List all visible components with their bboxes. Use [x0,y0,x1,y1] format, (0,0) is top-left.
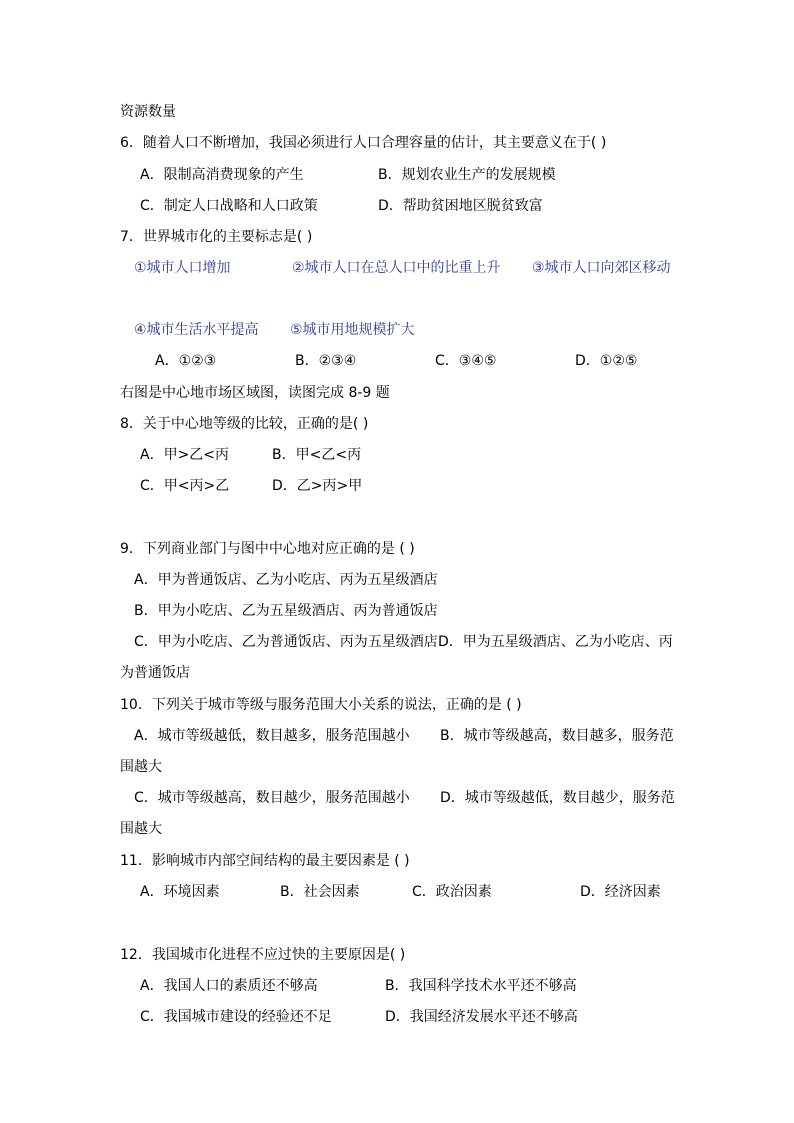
q8-option-a: A．甲>乙<丙 [140,447,230,463]
q6-option-a: A．限制高消费现象的产生 [140,167,304,183]
q9-option-d-cont: 为普通饭店 [120,665,190,681]
intro-text: 资源数量 [120,104,176,120]
q12-option-b: B．我国科学技术水平还不够高 [385,978,577,994]
q11-option-b: B．社会因素 [280,884,360,900]
q7-statement-5: ⑤城市用地规模扩大 [290,322,415,338]
q6-option-d: D．帮助贫困地区脱贫致富 [378,198,543,214]
q9-option-c: C．甲为小吃店、乙为普通饭店、丙为五星级酒店 [134,634,438,650]
q9-stem: 9．下列商业部门与图中中心地对应正确的是 ( ) [120,541,415,557]
q12-option-a: A．我国人口的素质还不够高 [140,978,318,994]
q8-option-c: C．甲<丙>乙 [140,478,230,494]
q7-statement-3: ③城市人口向郊区移动 [532,260,671,276]
q8-option-b: B．甲<乙<丙 [272,447,362,463]
q11-option-c: C．政治因素 [412,884,492,900]
q6-stem: 6．随着人口不断增加，我国必须进行人口合理容量的估计，其主要意义在于( ) [120,135,607,151]
q10-stem: 10．下列关于城市等级与服务范围大小关系的说法，正确的是 ( ) [120,697,522,713]
q7-stem: 7．世界城市化的主要标志是( ) [120,229,313,245]
q11-stem: 11．影响城市内部空间结构的最主要因素是 ( ) [120,853,410,869]
q7-statement-2: ②城市人口在总人口中的比重上升 [292,260,501,276]
instruction-text: 右图是中心地市场区域图，读图完成 8-9 题 [120,385,390,401]
q9-option-a: A．甲为普通饭店、乙为小吃店、丙为五星级酒店 [134,572,438,588]
q10-option-c: C．城市等级越高，数目越少，服务范围越小 [134,790,410,806]
q9-option-d: D．甲为五星级酒店、乙为小吃店、丙 [438,634,673,650]
q6-option-b: B．规划农业生产的发展规模 [378,167,556,183]
q6-option-c: C．制定人口战略和人口政策 [140,198,318,214]
q7-option-b: B．②③④ [295,353,357,369]
q10-option-d: D．城市等级越低，数目越少，服务范 [440,790,675,806]
q10-option-b-cont: 围越大 [120,759,162,775]
q7-statement-1: ①城市人口增加 [134,260,231,276]
q7-option-d: D．①②⑤ [575,353,638,369]
q7-statement-4: ④城市生活水平提高 [134,322,259,338]
q11-option-d: D．经济因素 [580,884,661,900]
q7-option-c: C．③④⑤ [435,353,497,369]
q9-option-b: B．甲为小吃店、乙为五星级酒店、丙为普通饭店 [134,603,438,619]
q10-option-b: B．城市等级越高，数目越多，服务范 [440,728,674,744]
q12-option-c: C．我国城市建设的经验还不足 [140,1009,332,1025]
q10-option-d-cont: 围越大 [120,821,162,837]
q7-option-a: A．①②③ [155,353,217,369]
q11-option-a: A．环境因素 [140,884,220,900]
q8-stem: 8．关于中心地等级的比较，正确的是( ) [120,416,369,432]
q10-option-a: A．城市等级越低，数目越多，服务范围越小 [134,728,410,744]
q12-option-d: D．我国经济发展水平还不够高 [385,1009,578,1025]
q8-option-d: D．乙>丙>甲 [272,478,363,494]
q12-stem: 12．我国城市化进程不应过快的主要原因是( ) [120,947,406,963]
